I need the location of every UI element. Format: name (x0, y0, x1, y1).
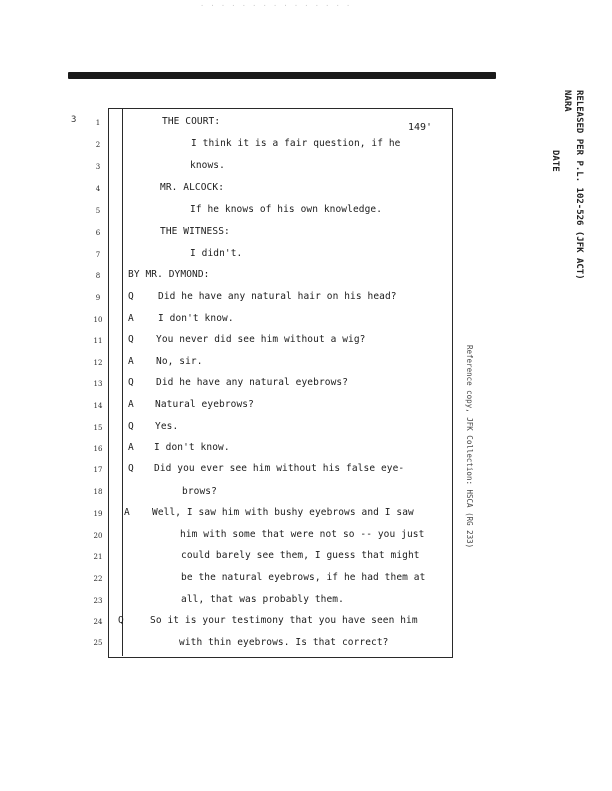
transcript-line: brows? (182, 486, 217, 497)
line-number: 6 (95, 229, 101, 237)
line-number: 18 (93, 488, 103, 496)
release-stamp-line: RELEASED PER P.L. 102-526 (JFK ACT) (574, 90, 584, 280)
transcript-line: THE WITNESS: (160, 226, 230, 237)
transcript-line: BY MR. DYMOND: (128, 269, 210, 280)
transcript-line: knows. (190, 160, 225, 171)
line-number: 17 (93, 466, 103, 474)
line-number: 25 (93, 639, 103, 647)
faint-header-text: · · · · · · · · · · · · · · · (200, 2, 352, 10)
line-number: 20 (93, 532, 103, 540)
line-number: 10 (93, 316, 103, 324)
transcript-line: with thin eyebrows. Is that correct? (179, 637, 389, 648)
line-number: 5 (95, 207, 101, 215)
line-number: 14 (93, 402, 103, 410)
line-number: 3 (95, 163, 101, 171)
line-number: 8 (95, 272, 101, 280)
line-number: 2 (95, 141, 101, 149)
transcript-line: So it is your testimony that you have seen him (150, 615, 418, 626)
line-number: 16 (93, 445, 103, 453)
qa-marker: A (128, 399, 134, 410)
transcript-line: MR. ALCOCK: (160, 182, 225, 193)
transcript-line: You never did see him without a wig? (156, 334, 366, 345)
line-number-rule (122, 108, 123, 656)
transcript-line: Did you ever see him without his false eye- (154, 463, 405, 474)
line-number: 9 (95, 294, 101, 302)
reference-note-text: Reference copy, JFK Collection: HSCA (RG 233) (465, 345, 474, 549)
transcript-line: I don't know. (154, 442, 230, 453)
line-number: 24 (93, 618, 103, 626)
line-number: 13 (93, 380, 103, 388)
outer-margin-number: 3 (71, 115, 77, 125)
qa-marker: Q (128, 421, 134, 432)
qa-marker: Q (128, 463, 134, 474)
line-number: 15 (93, 424, 103, 432)
page-number: 149' (408, 122, 433, 133)
transcript-line: all, that was probably them. (181, 594, 344, 605)
transcript-line: No, sir. (156, 356, 203, 367)
top-rule (68, 72, 496, 79)
transcript-line: Yes. (155, 421, 179, 432)
line-number: 19 (93, 510, 103, 518)
release-stamp-line: NARA (562, 90, 572, 112)
line-number: 7 (95, 251, 101, 259)
line-number: 22 (93, 575, 103, 583)
line-number: 21 (93, 553, 103, 561)
qa-marker: A (128, 313, 134, 324)
transcript-line: I think it is a fair question, if he (191, 138, 401, 149)
qa-marker: A (128, 442, 134, 453)
qa-marker: A (128, 356, 134, 367)
transcript-line: THE COURT: (162, 116, 221, 127)
transcript-line: could barely see them, I guess that might (181, 550, 420, 561)
qa-marker: Q (118, 615, 124, 626)
transcript-line: If he knows of his own knowledge. (190, 204, 383, 215)
line-number: 1 (95, 119, 101, 127)
transcript-line: I don't know. (158, 313, 234, 324)
qa-marker: Q (128, 377, 134, 388)
transcript-line: Natural eyebrows? (155, 399, 254, 410)
line-number: 4 (95, 185, 101, 193)
qa-marker: Q (128, 334, 134, 345)
transcript-line: Did he have any natural hair on his head? (158, 291, 397, 302)
line-number: 12 (93, 359, 103, 367)
line-number: 11 (93, 337, 103, 345)
transcript-line: be the natural eyebrows, if he had them at (181, 572, 426, 583)
transcript-line: him with some that were not so -- you just (180, 529, 425, 540)
transcript-line: Did he have any natural eyebrows? (156, 377, 349, 388)
transcript-line: I didn't. (190, 248, 243, 259)
qa-marker: A (124, 507, 130, 518)
transcript-line: Well, I saw him with bushy eyebrows and I saw (152, 507, 414, 518)
release-stamp-line: DATE (550, 150, 560, 172)
line-number: 23 (93, 597, 103, 605)
qa-marker: Q (128, 291, 134, 302)
